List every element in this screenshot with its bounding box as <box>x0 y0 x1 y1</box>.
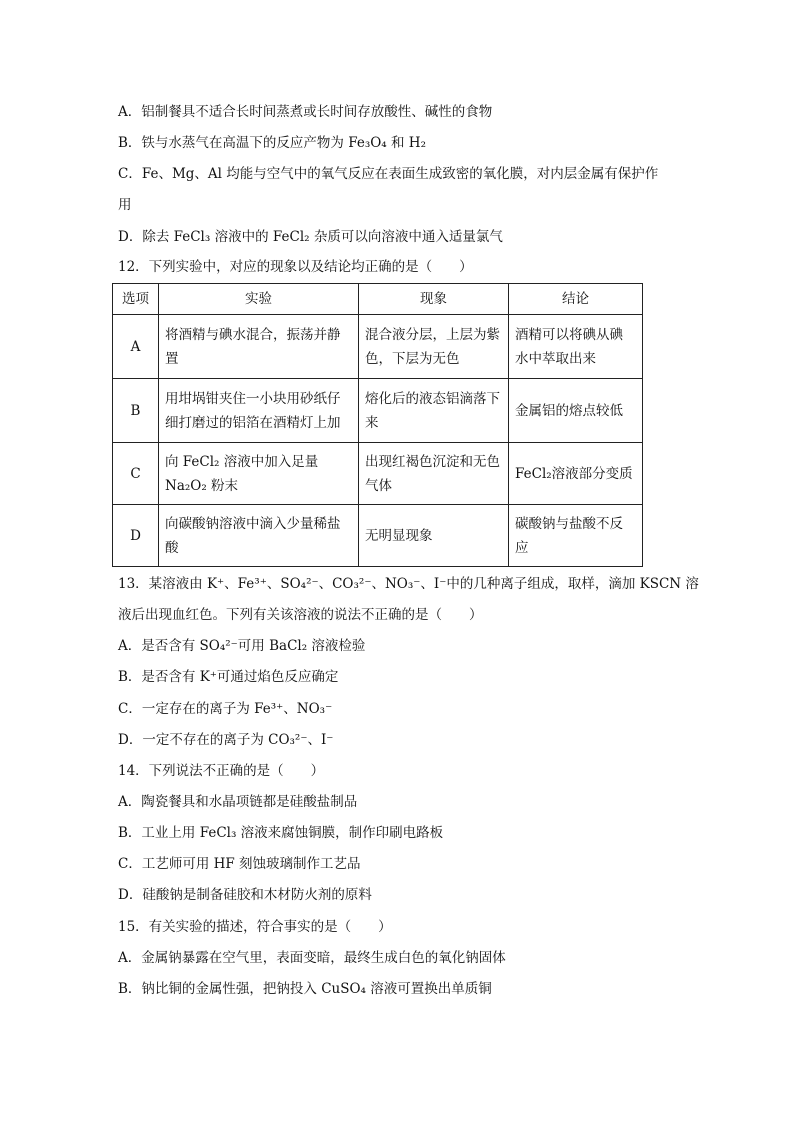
row-phenomenon: 混合液分层，上层为紫色，下层为无色 <box>359 315 509 379</box>
row-conclusion: 碳酸钠与盐酸不反应 <box>509 505 643 567</box>
q13-option-a: A．是否含有 SO₄²⁻可用 BaCl₂ 溶液检验 <box>118 638 366 654</box>
row-conclusion: 金属铝的熔点较低 <box>509 379 643 443</box>
row-experiment: 向碳酸钠溶液中滴入少量稀盐酸 <box>159 505 359 567</box>
q11-option-d: D．除去 FeCl₃ 溶液中的 FeCl₂ 杂质可以向溶液中通入适量氯气 <box>118 229 503 245</box>
q11-option-a: A．铝制餐具不适合长时间蒸煮或长时间存放酸性、碱性的食物 <box>118 104 493 120</box>
row-conclusion: FeCl₂溶液部分变质 <box>509 443 643 505</box>
row-phenomenon: 无明显现象 <box>359 505 509 567</box>
header-experiment: 实验 <box>159 284 359 315</box>
q14-option-b: B．工业上用 FeCl₃ 溶液来腐蚀铜膜，制作印刷电路板 <box>118 825 444 841</box>
q14-option-d: D．硅酸钠是制备硅胶和木材防火剂的原料 <box>118 887 372 903</box>
q14-option-c: C．工艺师可用 HF 刻蚀玻璃制作工艺品 <box>118 856 361 872</box>
row-conclusion: 酒精可以将碘从碘水中萃取出来 <box>509 315 643 379</box>
question-14-stem: 14．下列说法不正确的是（ ） <box>118 763 325 779</box>
row-experiment: 向 FeCl₂ 溶液中加入足量 Na₂O₂ 粉末 <box>159 443 359 505</box>
row-phenomenon: 出现红褐色沉淀和无色气体 <box>359 443 509 505</box>
header-option: 选项 <box>113 284 159 315</box>
table-row <box>113 505 643 567</box>
question-12-stem: 12．下列实验中，对应的现象以及结论均正确的是（ ） <box>118 259 473 275</box>
table-row <box>113 443 643 505</box>
header-conclusion: 结论 <box>509 284 643 315</box>
q11-option-c: C．Fe、Mg、Al 均能与空气中的氧气反应在表面生成致密的氧化膜，对内层金属有保护作 <box>118 166 659 182</box>
header-phenomenon: 现象 <box>359 284 509 315</box>
experiment-table <box>112 283 643 567</box>
q11-option-c-cont: 用 <box>118 197 132 213</box>
row-option: A <box>113 315 159 379</box>
q13-option-b: B．是否含有 K⁺可通过焰色反应确定 <box>118 669 339 685</box>
row-phenomenon: 熔化后的液态铝滴落下来 <box>359 379 509 443</box>
q13-option-d: D．一定不存在的离子为 CO₃²⁻、I⁻ <box>118 732 334 748</box>
row-experiment: 用坩埚钳夹住一小块用砂纸仔细打磨过的铝箔在酒精灯上加 <box>159 379 359 443</box>
q15-option-a: A．金属钠暴露在空气里，表面变暗，最终生成白色的氧化钠固体 <box>118 950 506 966</box>
row-option: B <box>113 379 159 443</box>
table-header-row <box>113 284 643 315</box>
row-experiment: 将酒精与碘水混合，振荡并静置 <box>159 315 359 379</box>
q13-option-c: C．一定存在的离子为 Fe³⁺、NO₃⁻ <box>118 701 333 717</box>
q15-option-b: B．钠比铜的金属性强，把钠投入 CuSO₄ 溶液可置换出单质铜 <box>118 981 492 997</box>
question-13-stem: 13．某溶液由 K⁺、Fe³⁺、SO₄²⁻、CO₃²⁻、NO₃⁻、I⁻中的几种离子组成，取样，滴加 KSCN 溶 <box>118 576 699 592</box>
question-15-stem: 15．有关实验的描述，符合事实的是（ ） <box>118 919 392 935</box>
q11-option-b: B．铁与水蒸气在高温下的反应产物为 Fe₃O₄ 和 H₂ <box>118 135 426 151</box>
question-13-stem-cont: 液后出现血红色。下列有关该溶液的说法不正确的是（ ） <box>118 607 483 623</box>
table-row <box>113 315 643 379</box>
q14-option-a: A．陶瓷餐具和水晶项链都是硅酸盐制品 <box>118 794 358 810</box>
row-option: C <box>113 443 159 505</box>
row-option: D <box>113 505 159 567</box>
table-row <box>113 379 643 443</box>
